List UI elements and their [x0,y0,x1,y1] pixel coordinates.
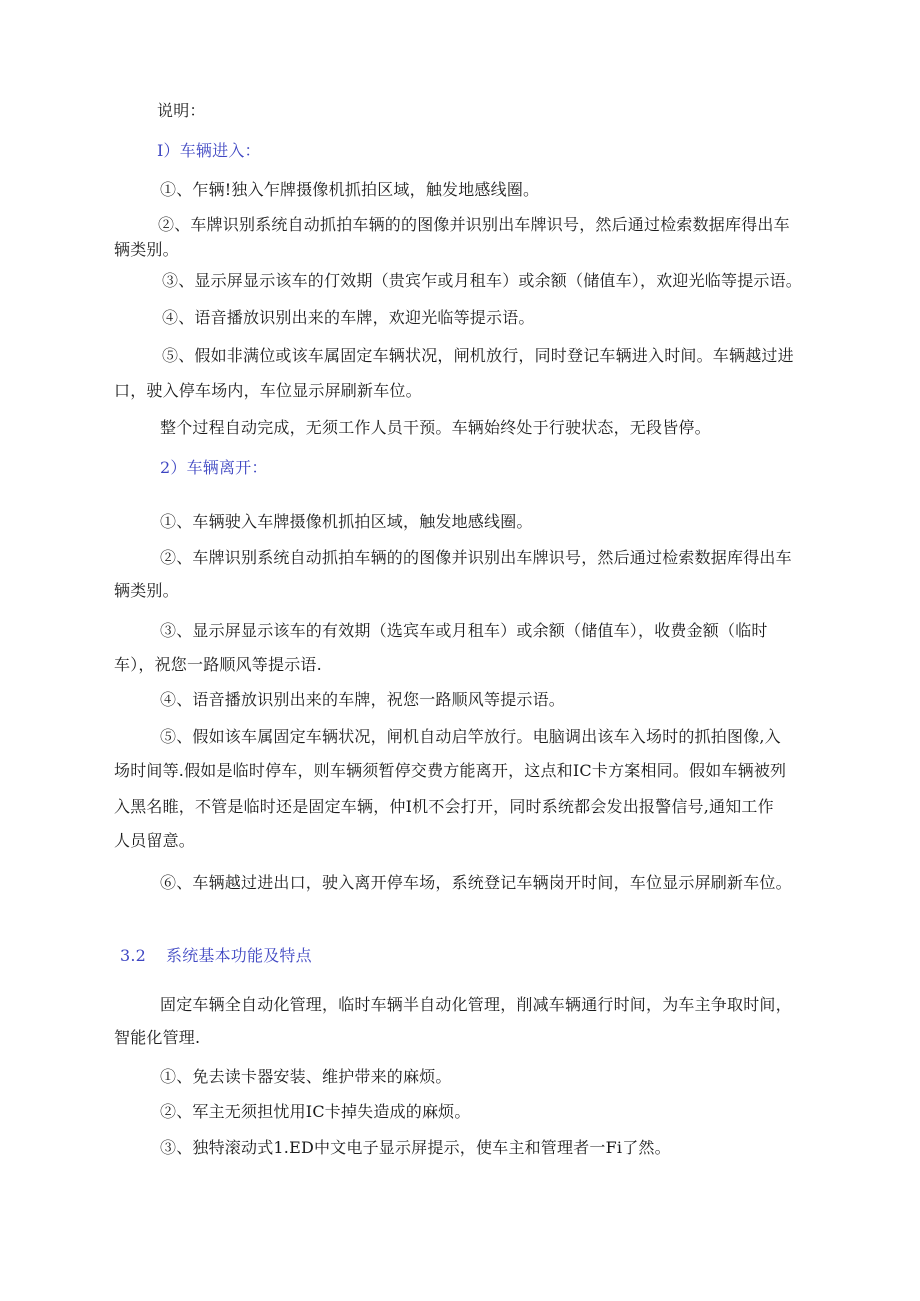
enter-item-4: ④、语音播放识别出来的车牌，欢迎光临等提示语。 [162,308,535,327]
feature-item-2: ②、军主无须担忧用IC卡掉失造成的麻烦。 [160,1102,471,1121]
leave-item-2-line1: ②、车牌识别系统自动抓拍车辆的的图像并识别出车牌识号，然后通过检索数据库得出车 [160,548,792,567]
section-number: 3.2 [120,946,147,965]
enter-item-2-line1: ②、车牌识别系统自动抓拍车辆的的图像并识别出车牌识号，然后通过检索数据库得出车 [158,215,790,234]
section-enter-title: I）车辆进入： [157,141,261,160]
intro-label: 说明： [157,101,206,120]
section-leave-title: 2）车辆离开： [160,458,268,477]
section-32-intro-line1: 固定车辆全自动化管理，临时车辆半自动化管理，削减车辆通行时间，为车主争取时间， [160,995,792,1014]
enter-item-5-line1: ⑤、假如非满位或该车属固定车辆状况，闸机放行，同时登记车辆进入时间。车辆越过进 [162,346,794,365]
enter-item-2-line2: 辆类别。 [114,240,179,259]
leave-item-3-line2: 车），祝您一路顺风等提示语. [114,655,322,674]
section-32-intro-line2: 智能化管理. [114,1028,201,1047]
leave-item-5-line2: 场时间等.假如是临时停车，则车辆须暂停交费方能离开，这点和IC卡方案相同。假如车辆被列 [114,761,787,780]
leave-item-1: ①、车辆驶入车牌摄像机抓拍区域，触发地感线圈。 [160,512,533,531]
enter-item-3: ③、显示屏显示该车的仃效期（贵宾乍或月租车）或余额（储值车），欢迎光临等提示语。 [162,271,803,290]
leave-item-5-line4: 人员留意。 [114,831,196,850]
leave-item-4: ④、语音播放识别出来的车牌，祝您一路顺风等提示语。 [160,690,566,709]
feature-item-1: ①、免去读卡器安装、维护带来的麻烦。 [160,1067,452,1086]
enter-item-5-line2: 口，驶入停车场内，车位显示屏刷新车位。 [114,381,422,400]
enter-item-1: ①、乍辆!独入乍牌摄像机抓拍区域，触发地感线圈。 [160,180,540,199]
leave-item-6: ⑥、车辆越过进出口，驶入离开停车场，系统登记车辆岗开时间，车位显示屏刷新车位。 [160,873,792,892]
enter-summary: 整个过程自动完成，无须工作人员干预。车辆始终处于行驶状态，无段皆停。 [160,418,711,437]
section-title: 系统基本功能及特点 [166,946,312,965]
section-heading-3-2 [120,946,312,966]
leave-item-5-line1: ⑤、假如该车属固定车辆状况，闸机自动启竿放行。电脑调出该车入场时的抓拍图像,入 [160,727,781,746]
leave-item-2-line2: 辆类别。 [114,581,179,600]
leave-item-5-line3: 入黑名睢，不管是临时还是固定车辆，仲I机不会打开，同时系统都会发出报警信号,通知工作 [114,797,774,816]
leave-item-3-line1: ③、显示屏显示该车的有效期（选宾车或月租车）或余额（储值车），收费金额（临时 [160,621,768,640]
feature-item-3: ③、独特滚动式1.ED中文电子显示屏提示，使车主和管理者一Fi了然。 [160,1138,671,1157]
